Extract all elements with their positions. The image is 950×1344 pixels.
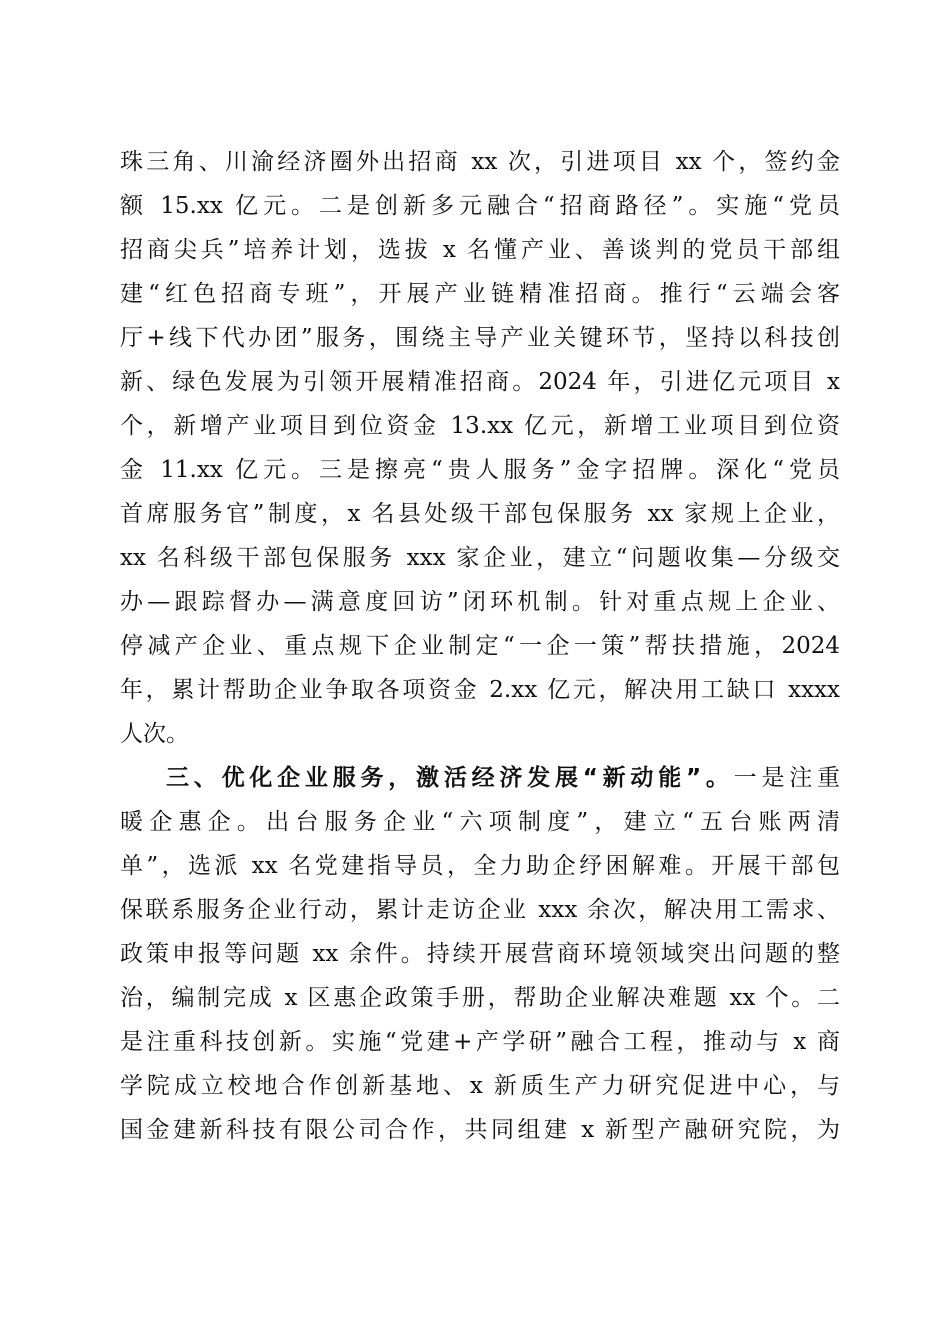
text-line: 招商尖兵”培养计划，选拔 x 名懂产业、善谈判的党员干部组 — [120, 237, 840, 263]
text-line: 金 11.xx 亿元。三是擦亮“贵人服务”金字招牌。深化“党员 — [120, 457, 840, 483]
text-line: xx 名科级干部包保服务 xxx 家企业，建立“问题收集—分级交 — [120, 545, 840, 571]
text-line: 建“红色招商专班”，开展产业链精准招商。推行“云端会客 — [120, 281, 840, 307]
text-line: 厅+线下代办团”服务，围绕主导产业关键环节，坚持以科技创 — [120, 325, 840, 351]
text-line: 停减产企业、重点规下企业制定“一企一策”帮扶措施，2024 — [120, 633, 840, 659]
text-line: 个，新增产业项目到位资金 13.xx 亿元，新增工业项目到位资 — [120, 413, 840, 439]
section-heading-line — [120, 756, 840, 800]
paragraph-1 — [120, 140, 840, 756]
text-line: 办—跟踪督办—满意度回访”闭环机制。针对重点规上企业、 — [120, 589, 840, 615]
paragraph-2 — [120, 756, 840, 1152]
text-line: 暖企惠企。出台服务企业“六项制度”，建立“五台账两清 — [120, 809, 840, 835]
section-heading: 三、优化企业服务，激活经济发展“新动能”。 — [166, 765, 734, 791]
text-line: 单”，选派 xx 名党建指导员，全力助企纾困解难。开展干部包 — [120, 853, 840, 879]
document-body — [120, 140, 840, 1152]
text-line: 政策申报等问题 xx 余件。持续开展营商环境领域突出问题的整 — [120, 941, 840, 967]
heading-line-rest: 一是注重 — [733, 765, 841, 791]
text-line: 珠三角、川渝经济圈外出招商 xx 次，引进项目 xx 个，签约金 — [120, 149, 840, 175]
text-line: 治，编制完成 x 区惠企政策手册，帮助企业解决难题 xx 个。二 — [120, 985, 840, 1011]
text-line: 学院成立校地合作创新基地、x 新质生产力研究促进中心，与 — [120, 1073, 840, 1099]
text-line: 额 15.xx 亿元。二是创新多元融合“招商路径”。实施“党员 — [120, 193, 840, 219]
text-line: 国金建新科技有限公司合作，共同组建 x 新型产融研究院，为 — [120, 1117, 840, 1143]
text-line: 新、绿色发展为引领开展精准招商。2024 年，引进亿元项目 x — [120, 369, 840, 395]
text-line: 人次。 — [120, 721, 189, 747]
text-line: 首席服务官”制度，x 名县处级干部包保服务 xx 家规上企业， — [120, 501, 840, 527]
text-line: 是注重科技创新。实施“党建+产学研”融合工程，推动与 x 商 — [120, 1029, 840, 1055]
text-line: 年，累计帮助企业争取各项资金 2.xx 亿元，解决用工缺口 xxxx — [120, 677, 840, 703]
text-line: 保联系服务企业行动，累计走访企业 xxx 余次，解决用工需求、 — [120, 897, 840, 923]
